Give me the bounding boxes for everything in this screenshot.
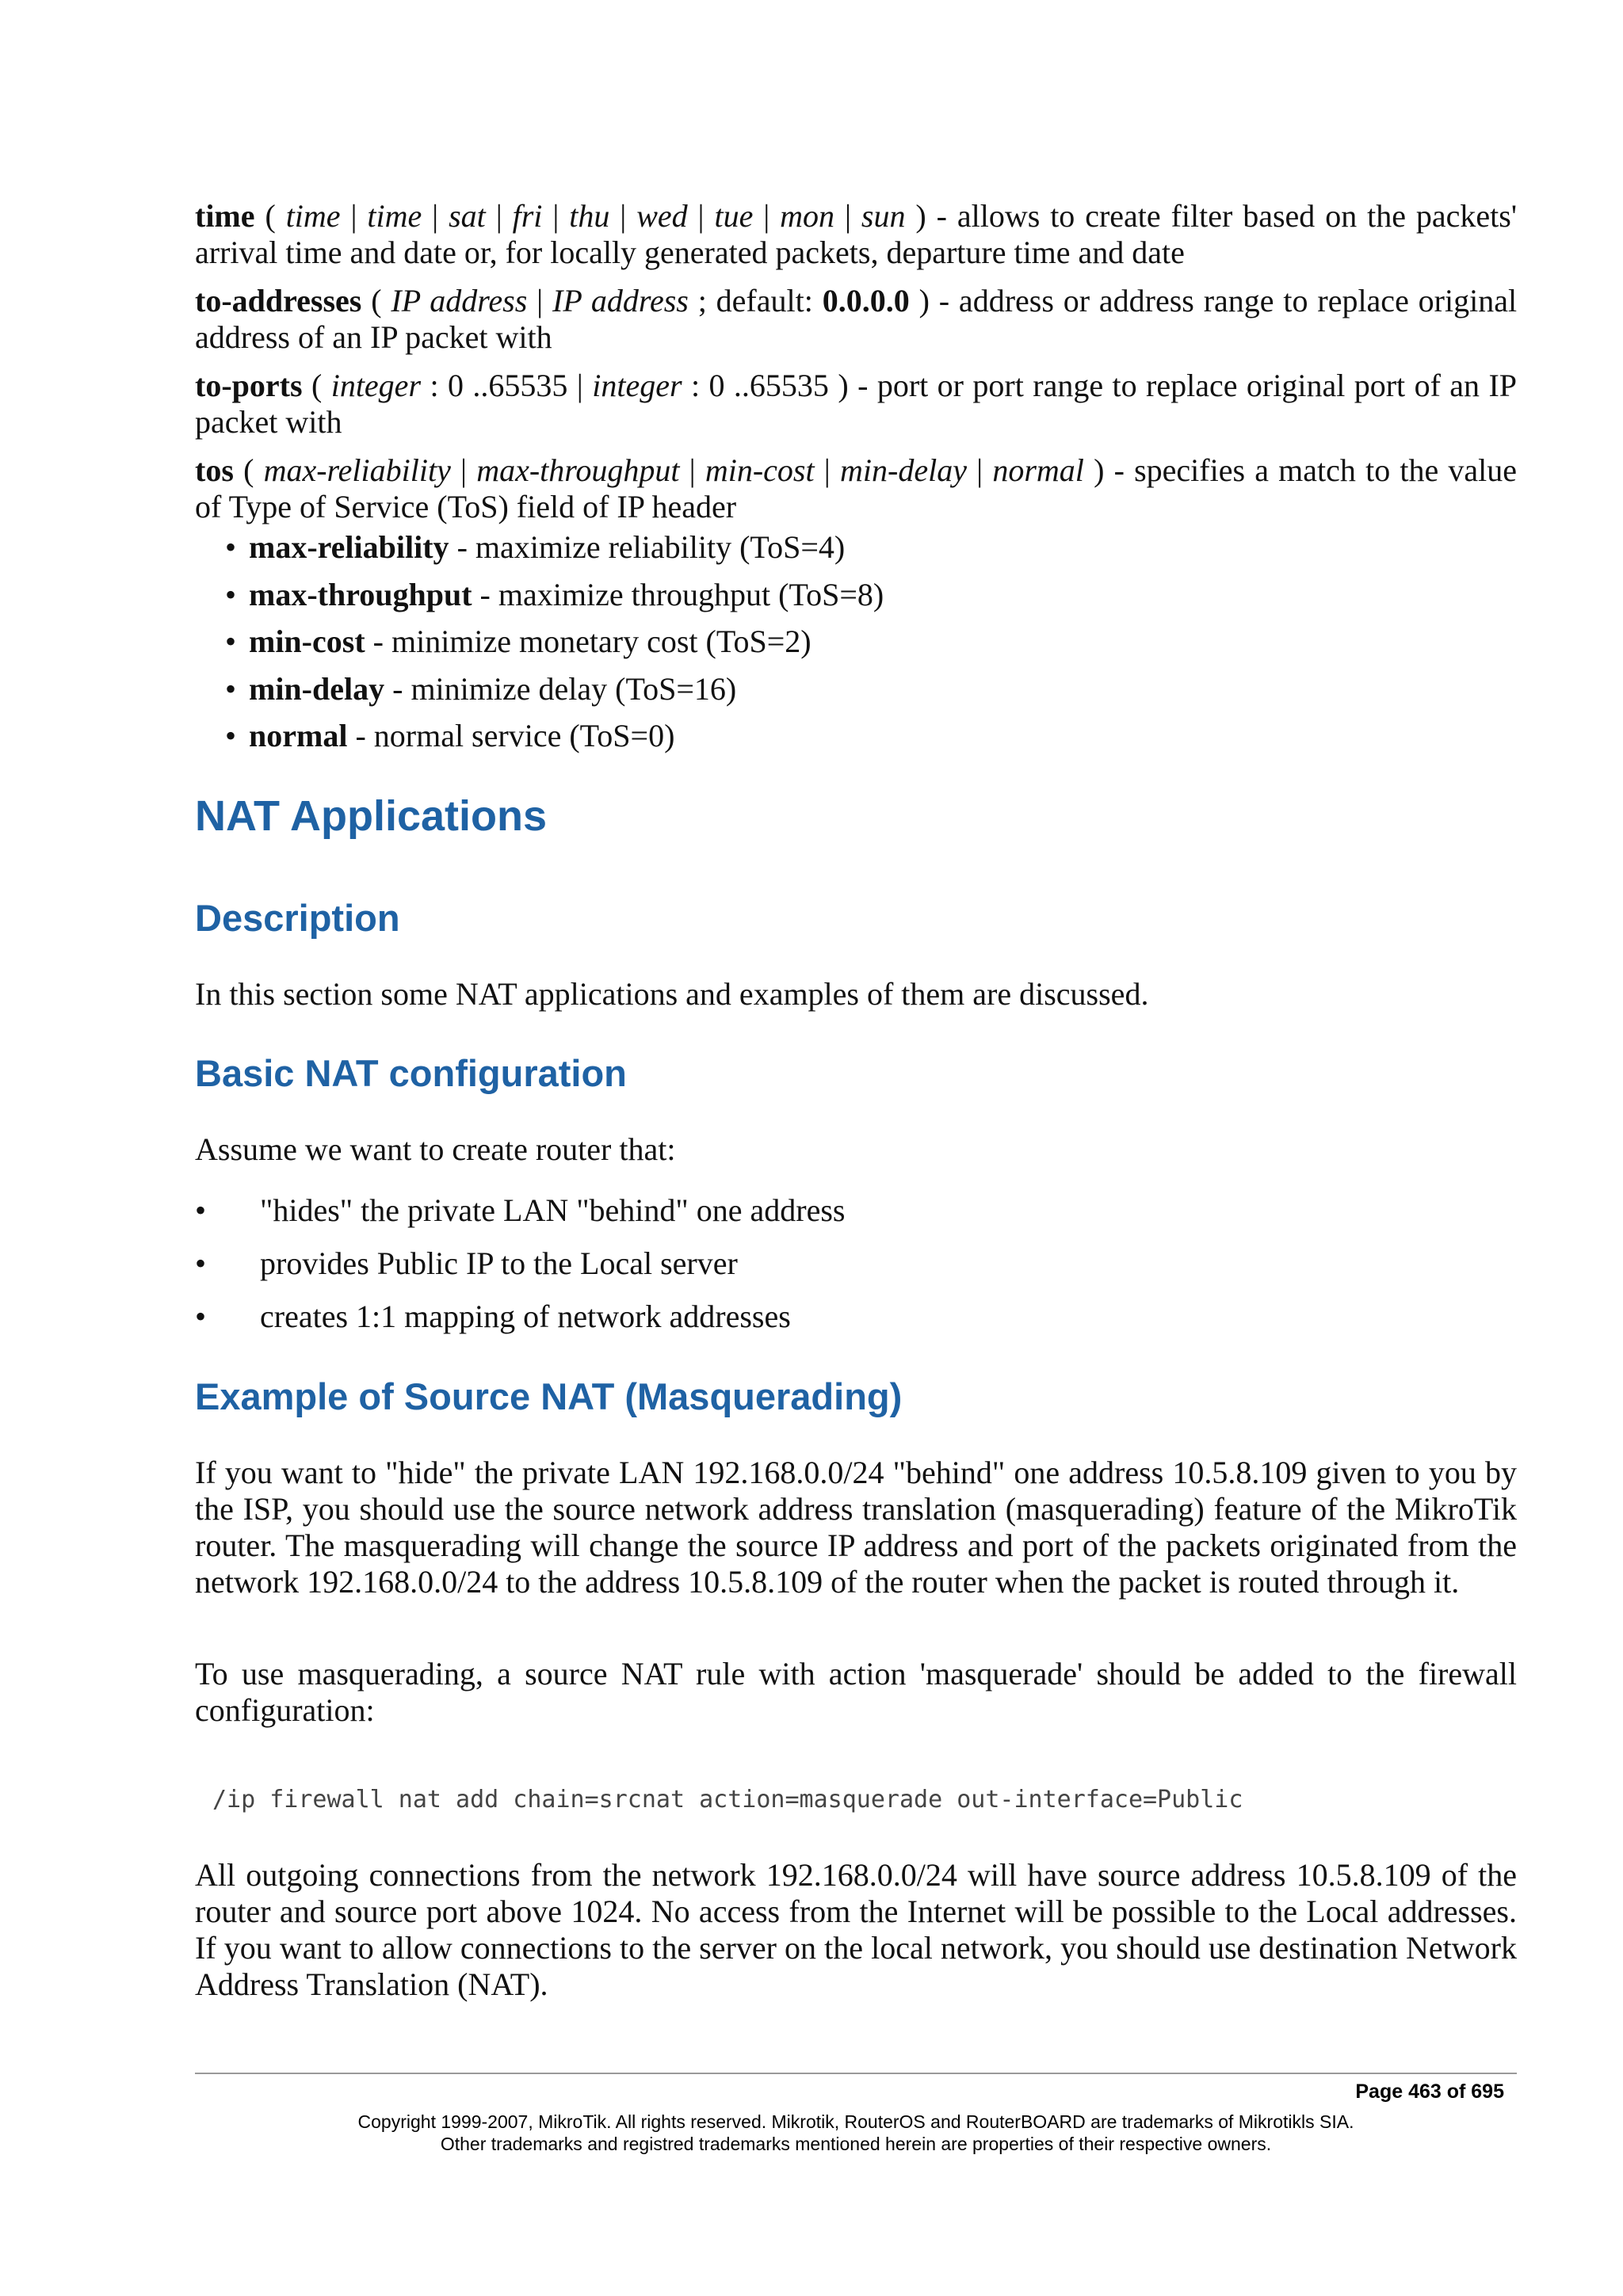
bullet-icon: • <box>195 1299 207 1334</box>
example-paragraph-2: To use masquerading, a source NAT rule with action 'masquerade' should be added to the firewall configuration: <box>195 1656 1517 1728</box>
heading-nat-applications: NAT Applications <box>195 792 547 840</box>
footer-trademarks: Other trademarks and registred trademarks mentioned herein are properties of their respective owners. <box>440 2134 1272 2154</box>
basic-intro: Assume we want to create router that: <box>195 1131 676 1167</box>
param-time: time ( time | time | sat | fri | thu | wed | tue | mon | sun ) - allows to create filter based on the packets' arrival time and date or, for locally generated packets, departure time and date <box>195 198 1518 270</box>
example-paragraph-3: All outgoing connections from the network 192.168.0.0/24 will have source address 10.5.8.109 of the router and source port above 1024. No access from the Internet will be possible to the Local addresses. If you want to allow connections to the server on the local network, you should use destination Network Address Translation (NAT). <box>195 1857 1517 2002</box>
param-name: to-ports <box>195 368 303 403</box>
list-item: • min-delay - minimize delay (ToS=16) <box>225 670 737 707</box>
default-value: 0.0.0.0 <box>822 283 910 318</box>
heading-source-nat-example: Example of Source NAT (Masquerading) <box>195 1375 903 1417</box>
list-item: • creates 1:1 mapping of network addresses <box>195 1299 791 1334</box>
heading-description: Description <box>195 897 400 939</box>
param-name: tos <box>195 452 234 488</box>
bullet-icon: • <box>225 718 237 753</box>
description-text: In this section some NAT applications and examples of them are discussed. <box>195 976 1149 1012</box>
footer-copyright: Copyright 1999-2007, MikroTik. All rights reserved. Mikrotik, RouterOS and RouterBOARD are trademarks of Mikrotikls SIA. <box>357 2111 1354 2132</box>
bullet-icon: • <box>225 624 237 659</box>
list-item: • min-cost - minimize monetary cost (ToS=2) <box>225 624 812 659</box>
code-block: /ip firewall nat add chain=srcnat action=masquerade out-interface=Public <box>212 1786 1243 1814</box>
list-item: • max-reliability - maximize reliability (ToS=4) <box>225 529 846 565</box>
example-paragraph-1: If you want to "hide" the private LAN 192.168.0.0/24 "behind" one address 10.5.8.109 given to you by the ISP, you should use the source network address translation (masquerading) feature of the MikroTik router. The masquerading will change the source IP address and port of the packets originated from the network 192.168.0.0/24 to the address 10.5.8.109 of the router when the packet is routed through it. <box>195 1455 1517 1600</box>
bullet-icon: • <box>225 576 237 612</box>
list-item: • max-throughput - maximize throughput (ToS=8) <box>225 576 884 612</box>
bullet-icon: • <box>225 670 237 707</box>
footer-divider <box>195 2073 1517 2074</box>
document-page <box>195 0 1517 2296</box>
page-number: Page 463 of 695 <box>1355 2081 1504 2103</box>
param-to-addresses: to-addresses ( IP address | IP address ; default: 0.0.0.0 ) - address or address range to replace original address of an IP packet with <box>195 283 1518 355</box>
bullet-icon: • <box>195 1192 207 1228</box>
heading-basic-nat: Basic NAT configuration <box>195 1052 627 1094</box>
tos-values-list <box>225 529 884 765</box>
param-name: to-addresses <box>195 283 362 318</box>
list-item: • provides Public IP to the Local server <box>195 1245 738 1281</box>
param-name: time <box>195 198 255 234</box>
list-item: • normal - normal service (ToS=0) <box>225 718 675 753</box>
bullet-icon: • <box>225 529 237 565</box>
bullet-icon: • <box>195 1245 207 1281</box>
param-tos: tos ( max-reliability | max-throughput | min-cost | min-delay | normal ) - specifies a match to the value of Type of Service (ToS) field of IP header <box>195 452 1518 524</box>
param-to-ports: to-ports ( integer : 0 ..65535 | integer : 0 ..65535 ) - port or port range to replace original port of an IP packet with <box>195 368 1518 440</box>
list-item: • "hides" the private LAN "behind" one address <box>195 1192 846 1228</box>
